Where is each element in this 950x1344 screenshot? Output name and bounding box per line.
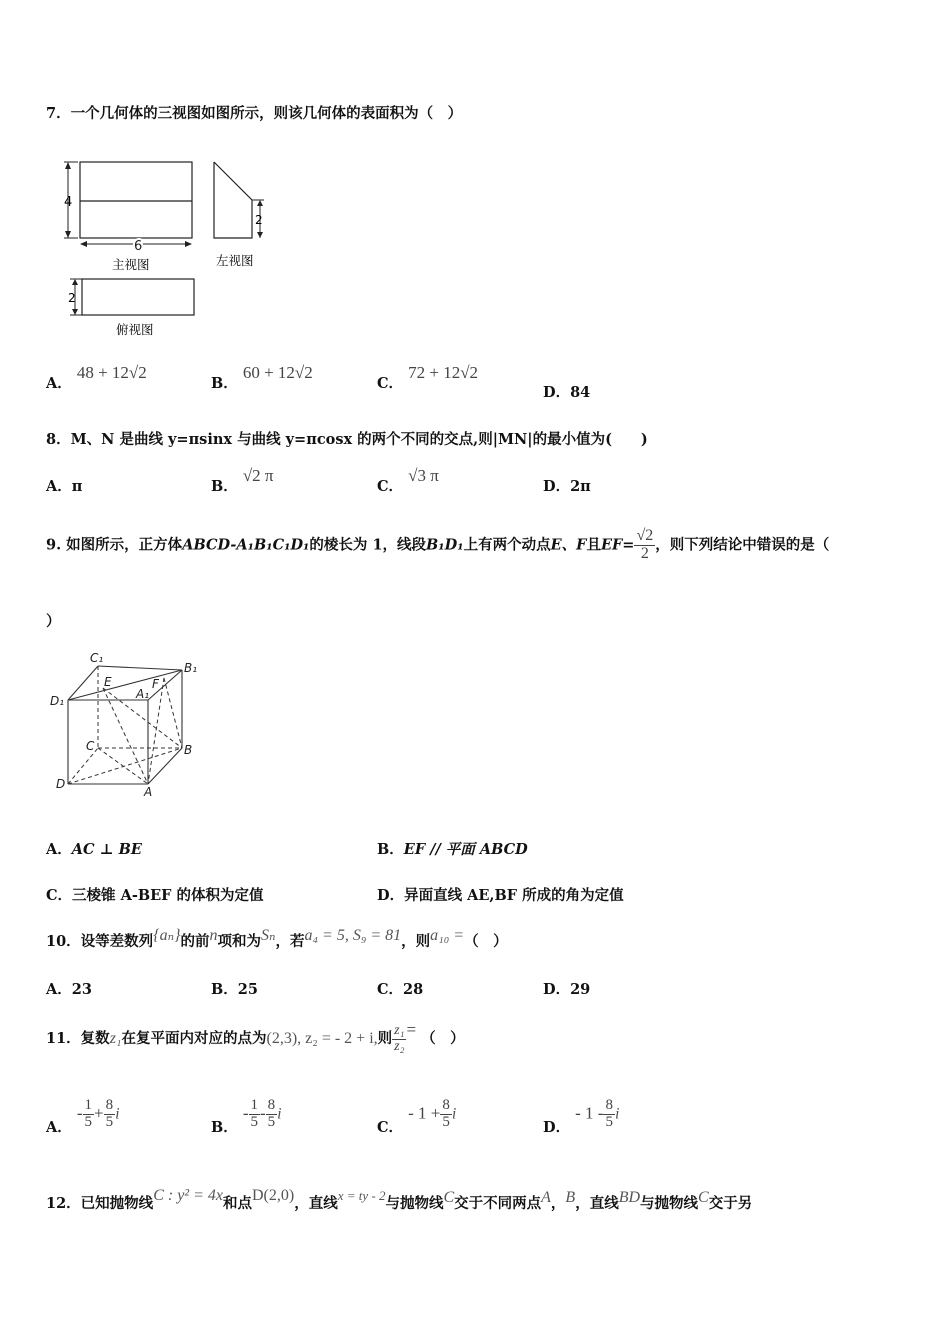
svg-text:B₁: B₁ xyxy=(184,661,198,675)
q10-stem: 10．设等差数列{aₙ}的前n项和为Sₙ，若a₄ = 5, S₉ = 81，则a₁₀ =（ ） xyxy=(46,927,508,950)
dim-6-label: 6 xyxy=(134,239,143,254)
q9-stem: 9. 如图所示，正方体ABCD-A₁B₁C₁D₁的棱长为 1，线段B₁D₁上有两个动点E、F且EF= $\frac{√2}{2}$ ，则下列结论中错误的是（ xyxy=(46,527,830,562)
q10-option-b[interactable]: B．25 xyxy=(211,981,258,998)
dim-2-top-label: 2 xyxy=(68,291,76,305)
q9-option-a[interactable]: A．AC ⊥ BE xyxy=(46,841,142,858)
q11-stem: 11．复数z₁在复平面内对应的点为(2,3), z₂ = - 2 + i,则 $\frac{\text{z₁}}{\text{z₂}}$ = （ ） xyxy=(46,1020,465,1054)
q10-option-c[interactable]: C．28 xyxy=(377,981,424,998)
q8-option-b[interactable]: B． √2 π xyxy=(211,466,274,495)
svg-text:C: C xyxy=(86,739,95,753)
q7-option-c[interactable]: C． 72 + 12√2 xyxy=(377,363,479,392)
side-view-label: 左视图 xyxy=(216,253,254,268)
q9-cube-figure xyxy=(46,648,216,798)
q7-option-d[interactable]: D．84 xyxy=(543,384,591,401)
q11-option-d[interactable]: D． - 1 - $\frac{8}{5}$ i xyxy=(543,1097,620,1137)
q7-option-b[interactable]: B． 60 + 12√2 xyxy=(211,363,313,392)
q9-option-d[interactable]: D．异面直线 AE,BF 所成的角为定值 xyxy=(377,887,624,904)
svg-text:D: D xyxy=(56,777,66,791)
q8-option-c[interactable]: C． √3 π xyxy=(377,466,439,495)
svg-text:D₁: D₁ xyxy=(50,694,65,708)
top-view-label: 俯视图 xyxy=(116,322,154,337)
q11-option-a[interactable]: A． - $\frac{1}{5}$ + $\frac{8}{5}$ i xyxy=(46,1097,120,1137)
svg-text:B: B xyxy=(184,743,193,757)
q7-three-view-figure xyxy=(56,152,276,342)
q7-stem: 7．一个几何体的三视图如图所示，则该几何体的表面积为（ ） xyxy=(46,105,463,122)
q11-option-c[interactable]: C． - 1 + $\frac{8}{5}$ i xyxy=(377,1097,457,1137)
front-view-label: 主视图 xyxy=(112,257,150,272)
dim-4-label: 4 xyxy=(64,195,73,210)
q10-option-d[interactable]: D．29 xyxy=(543,981,591,998)
q12-stem: 12．已知抛物线C : y² = 4x和点D(2,0)，直线x = ty - 2与抛物线C交于不同两点A，B，直线BD与抛物线C交于另 xyxy=(46,1187,753,1212)
q8-option-d[interactable]: D．2π xyxy=(543,478,591,495)
q8-stem: 8．M、N 是曲线 y=πsinx 与曲线 y=πcosx 的两个不同的交点,则|MN|的最小值为( ) xyxy=(46,431,648,448)
q8-option-a[interactable]: A．π xyxy=(46,478,83,495)
q9-option-c[interactable]: C．三棱锥 A-BEF 的体积为定值 xyxy=(46,887,264,904)
q11-option-b[interactable]: B． - $\frac{1}{5}$ - $\frac{8}{5}$ i xyxy=(211,1097,282,1137)
svg-text:C₁: C₁ xyxy=(90,651,104,665)
svg-text:F: F xyxy=(152,677,159,691)
svg-text:A: A xyxy=(144,785,153,798)
q9-option-b[interactable]: B．EF // 平面 ABCD xyxy=(377,841,528,858)
q10-option-a[interactable]: A．23 xyxy=(46,981,92,998)
svg-text:E: E xyxy=(104,675,112,689)
dim-2-side-label: 2 xyxy=(255,213,263,227)
svg-text:A₁: A₁ xyxy=(136,687,150,701)
q9-stem-close: ） xyxy=(46,613,61,630)
q7-option-a[interactable]: A． 48 + 12√2 xyxy=(46,363,147,392)
